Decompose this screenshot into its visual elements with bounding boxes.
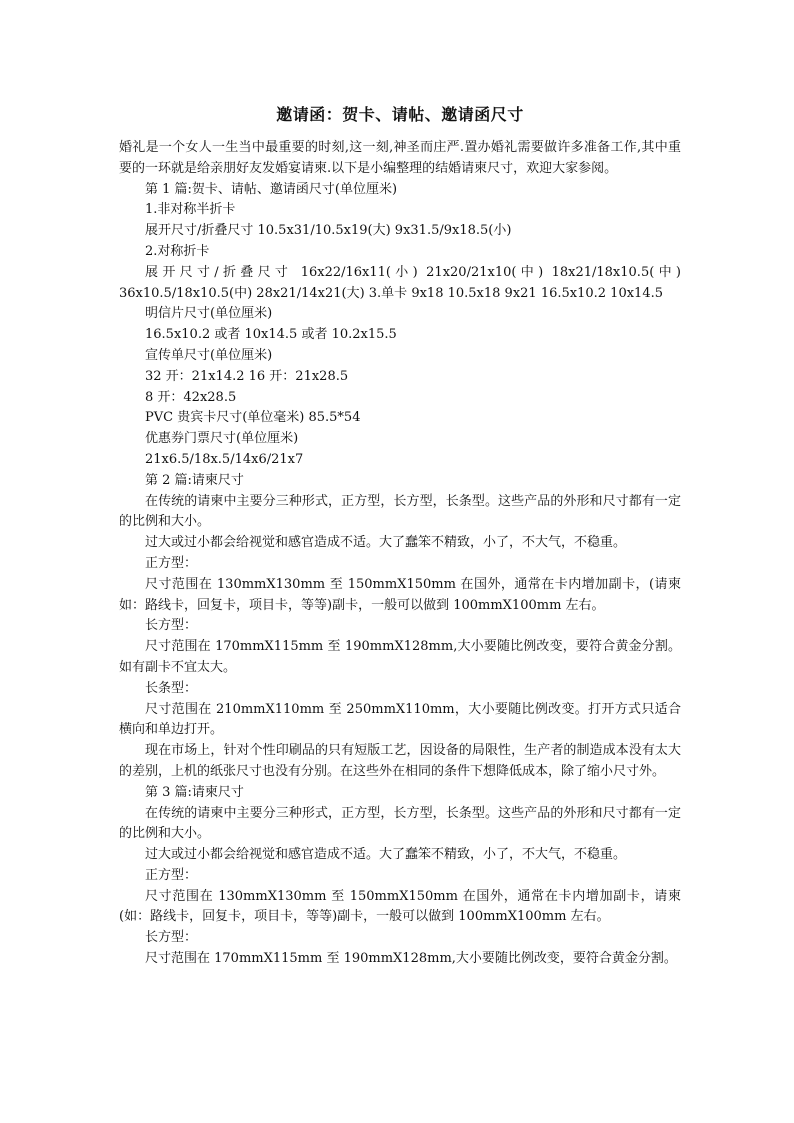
paragraph: 宣传单尺寸(单位厘米) bbox=[145, 347, 273, 363]
paragraph: 现在市场上，针对个性印刷品的只有短版工艺，因设备的局限性，生产者的制造成本没有太大的差别，上机的纸张尺寸也没有分别。在这些外在相同的条件下想降低成本，除了缩小尺寸外。 bbox=[119, 743, 681, 779]
paragraph: 长方型： bbox=[145, 618, 198, 634]
paragraph: 正方型： bbox=[145, 867, 198, 883]
paragraph: 明信片尺寸(单位厘米) bbox=[145, 306, 273, 322]
paragraph: 婚礼是一个女人一生当中最重要的时刻,这一刻,神圣而庄严.置办婚礼需要做许多准备工作,其中重要的一环就是给亲朋好友发婚宴请柬.以下是小编整理的结婚请柬尺寸，欢迎大家参阅。 bbox=[119, 140, 681, 176]
paragraph: 尺寸范围在 130mmX130mm 至 150mmX150mm 在国外，通常在卡内增加副卡，请柬(如：路线卡，回复卡，项目卡，等等)副卡，一般可以做到 100mmX100mm 左右。 bbox=[119, 888, 681, 925]
paragraph: 第 1 篇:贺卡、请帖、邀请函尺寸(单位厘米) bbox=[145, 181, 398, 197]
document-body bbox=[119, 138, 681, 970]
paragraph: 尺寸范围在 130mmX130mm 至 150mmX150mm 在国外，通常在卡内增加副卡，(请柬如：路线卡，回复卡，项目卡，等等)副卡，一般可以做到 100mmX100mm 左右。 bbox=[119, 576, 681, 613]
paragraph: 尺寸范围在 170mmX115mm 至 190mmX128mm,大小要随比例改变，要符合黄金分割。如有副卡不宜太大。 bbox=[119, 639, 681, 675]
paragraph: 21x6.5/18x.5/14x6/21x7 bbox=[145, 451, 304, 467]
paragraph: 过大或过小都会给视觉和感官造成不适。大了蠢笨不精致，小了，不大气，不稳重。 bbox=[145, 847, 627, 863]
paragraph: 第 2 篇:请柬尺寸 bbox=[145, 472, 244, 488]
paragraph: 长方型： bbox=[145, 930, 198, 946]
document-page bbox=[119, 98, 681, 970]
paragraph: 8 开：42x28.5 bbox=[145, 389, 237, 405]
paragraph: 第 3 篇:请柬尺寸 bbox=[145, 784, 244, 800]
paragraph: 1.非对称半折卡 bbox=[145, 202, 236, 218]
paragraph: 16.5x10.2 或者 10x14.5 或者 10.2x15.5 bbox=[145, 327, 397, 343]
paragraph: 长条型： bbox=[145, 680, 198, 696]
paragraph: 2.对称折卡 bbox=[145, 243, 210, 259]
paragraph: 在传统的请柬中主要分三种形式，正方型，长方型，长条型。这些产品的外形和尺寸都有一定的比例和大小。 bbox=[119, 805, 681, 842]
paragraph: 优惠券门票尺寸(单位厘米) bbox=[145, 431, 299, 447]
paragraph: 展开尺寸/折叠尺寸 16x22/16x11(小) 21x20/21x10(中) 18x21/18x10.5(中) bbox=[145, 264, 681, 280]
paragraph: 32 开：21x14.2 16 开：21x28.5 bbox=[145, 368, 349, 384]
paragraph: 尺寸范围在 210mmX110mm 至 250mmX110mm，大小要随比例改变。打开方式只适合横向和单边打开。 bbox=[119, 701, 681, 738]
paragraph: 过大或过小都会给视觉和感官造成不适。大了蠢笨不精致，小了，不大气，不稳重。 bbox=[145, 535, 627, 551]
document-title: 邀请函：贺卡、请帖、邀请函尺寸 bbox=[276, 105, 524, 124]
paragraph: 尺寸范围在 170mmX115mm 至 190mmX128mm,大小要随比例改变，要符合黄金分割。 bbox=[145, 951, 677, 967]
paragraph: PVC 贵宾卡尺寸(单位毫米) 85.5*54 bbox=[145, 410, 361, 426]
paragraph: 展开尺寸/折叠尺寸 10.5x31/10.5x19(大) 9x31.5/9x18.5(小) bbox=[145, 223, 512, 239]
paragraph: 36x10.5/18x10.5(中) 28x21/14x21(大) 3.单卡 9x18 10.5x18 9x21 16.5x10.2 10x14.5 bbox=[119, 285, 663, 301]
paragraph: 在传统的请柬中主要分三种形式，正方型，长方型，长条型。这些产品的外形和尺寸都有一定的比例和大小。 bbox=[119, 493, 681, 530]
paragraph: 正方型： bbox=[145, 555, 198, 571]
